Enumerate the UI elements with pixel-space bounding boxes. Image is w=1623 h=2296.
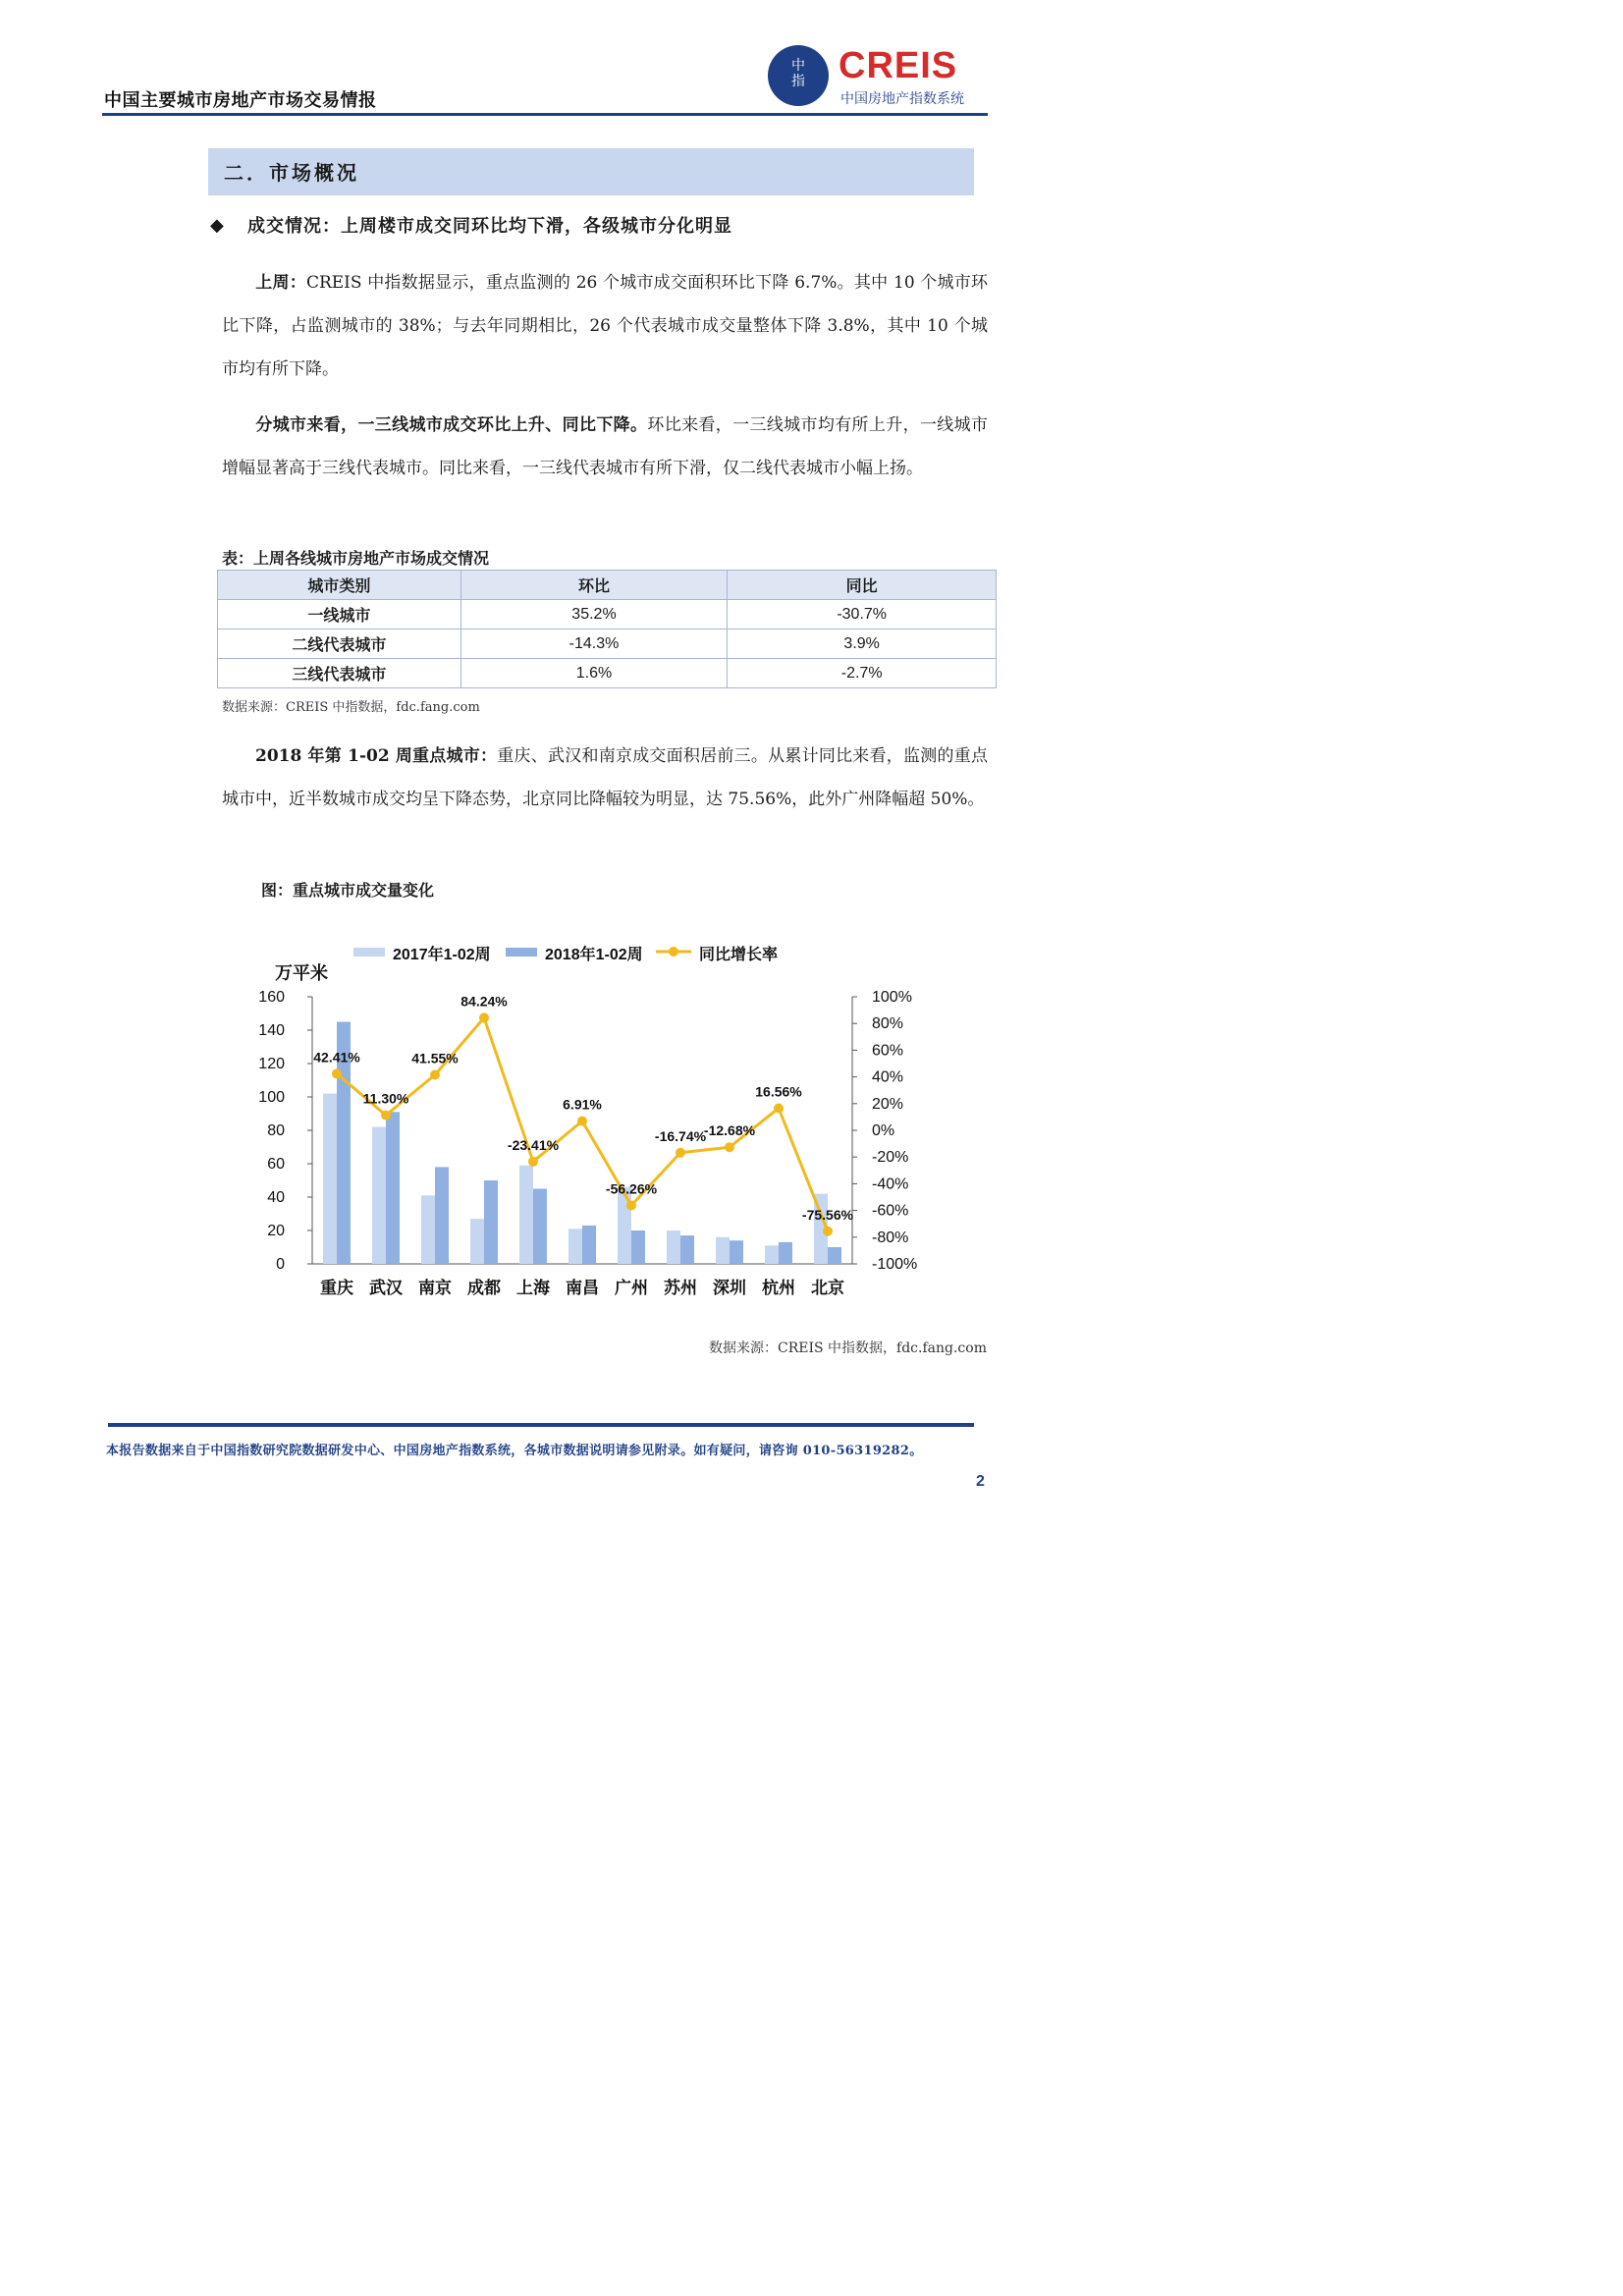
bar-2017 [372,1127,386,1264]
footer-note: 本报告数据来自于中国指数研究院数据研发中心、中国房地产指数系统，各城市数据说明请参见附录。如有疑问，请咨询 010-56319282。 [106,1444,923,1458]
growth-rate-label: -56.26% [605,1180,658,1197]
paragraph-lead: 分城市来看，一三线城市成交环比上升、同比下降。 [255,415,648,435]
column-header: 环比 [460,571,728,600]
growth-rate-point [774,1103,784,1113]
table-caption: 表：上周各线城市房地产市场成交情况 [222,549,490,568]
bar-2018 [582,1226,596,1264]
table-row [218,659,997,688]
bar-2018 [779,1242,792,1264]
city-volume-chart [245,938,933,1311]
growth-rate-point [479,1012,489,1022]
y2-tick-label: 40% [872,1068,904,1086]
y-tick-label: 100 [258,1089,285,1106]
yoy-cell: -30.7% [728,600,997,629]
y-tick-label: 80 [267,1122,285,1139]
column-header: 城市类别 [218,571,461,600]
paragraph-city-tiers [222,404,988,490]
chart-source: 数据来源：CREIS 中指数据，fdc.fang.com [709,1340,987,1356]
legend-swatch [506,948,537,957]
legend-label: 2017年1-02周 [393,947,491,963]
growth-rate-label: 42.41% [313,1049,360,1066]
row-label: 一线城市 [218,600,461,629]
y2-tick-label: 60% [872,1042,904,1060]
x-tick-label: 苏州 [664,1279,697,1298]
mom-cell: 1.6% [460,659,728,688]
table-header-row [218,571,997,600]
chart-caption: 图：重点城市成交量变化 [261,881,435,900]
growth-rate-label: 16.56% [755,1083,802,1100]
yoy-cell: 3.9% [728,629,997,659]
paragraph-body: 环比来看，一三线城市均有所上升，一线城市增幅显著高于三线代表城市。同比来看，一三线代表城市有所下滑，仅二线代表城市小幅上扬。 [222,415,989,478]
paragraph-key-cities [222,735,988,821]
growth-rate-point [626,1201,636,1211]
bar-2018 [386,1112,400,1264]
bar-2018 [435,1167,449,1264]
x-tick-label: 北京 [811,1279,844,1298]
bar-2017 [765,1245,779,1264]
growth-rate-label: -75.56% [801,1206,854,1223]
legend-label: 同比增长率 [699,947,779,963]
y-tick-label: 160 [258,989,285,1006]
x-tick-label: 上海 [516,1279,550,1298]
bar-2018 [631,1230,645,1264]
yoy-cell: -2.7% [728,659,997,688]
growth-rate-label: -16.74% [654,1127,707,1144]
growth-rate-point [332,1068,342,1078]
bar-2018 [533,1189,547,1265]
y2-tick-label: 0% [872,1122,895,1139]
x-tick-label: 南京 [418,1279,452,1298]
paragraph-body: 重庆、武汉和南京成交面积居前三。从累计同比来看，监测的重点城市中，近半数城市成交均呈下降态势，北京同比降幅较为明显，达 75.56%，此外广州降幅超 50%。 [222,746,988,809]
paragraph-lead: 上周： [255,273,306,293]
x-tick-label: 成都 [467,1279,501,1298]
bar-2018 [680,1235,694,1264]
bar-2018 [484,1180,498,1264]
growth-rate-label: 11.30% [362,1090,409,1107]
bar-2017 [667,1230,680,1264]
x-tick-label: 南昌 [566,1279,599,1298]
x-tick-label: 广州 [615,1279,648,1298]
footer-divider [108,1423,974,1427]
bar-2017 [519,1166,533,1264]
page-number: 2 [976,1473,985,1490]
y-tick-label: 40 [267,1189,285,1206]
growth-rate-point [528,1157,538,1167]
mom-cell: -14.3% [460,629,728,659]
column-header: 同比 [728,571,997,600]
bar-2017 [470,1219,484,1264]
table-row [218,600,997,629]
row-label: 三线代表城市 [218,659,461,688]
y-tick-label: 60 [267,1156,285,1173]
y-axis-title: 万平米 [275,963,328,984]
bar-2017 [568,1229,582,1264]
document-title: 中国主要城市房地产市场交易情报 [104,90,377,111]
growth-rate-label: 6.91% [563,1096,602,1113]
legend-label: 2018年1-02周 [545,947,643,963]
bar-2018 [730,1240,743,1264]
table-source: 数据来源：CREIS 中指数据，fdc.fang.com [222,700,480,715]
growth-rate-point [676,1148,685,1158]
subsection-title: 成交情况：上周楼市成交同环比均下滑，各级城市分化明显 [247,216,732,237]
growth-rate-label: 84.24% [460,993,508,1010]
logo-subtitle: 中国房地产指数系统 [840,90,964,106]
growth-rate-label: -23.41% [507,1136,560,1153]
header-divider [102,113,988,116]
growth-rate-label: -12.68% [703,1122,756,1139]
y2-tick-label: -60% [872,1202,909,1220]
logo-emblem-text [768,58,829,89]
creis-logo [768,43,990,112]
y2-tick-label: -20% [872,1149,909,1167]
y-tick-label: 0 [276,1256,285,1273]
legend-swatch [353,948,385,957]
y2-tick-label: 80% [872,1015,904,1033]
mom-cell: 35.2% [460,600,728,629]
y2-tick-label: -100% [872,1256,918,1273]
y2-tick-label: -40% [872,1175,909,1193]
growth-rate-point [577,1117,587,1126]
logo-emblem-char-2: 指 [791,74,805,89]
row-label: 二线代表城市 [218,629,461,659]
bar-2017 [618,1187,631,1264]
y-tick-label: 140 [258,1022,285,1039]
bar-2017 [716,1237,730,1264]
logo-emblem-char-1: 中 [791,58,805,74]
bar-2017 [323,1094,337,1264]
paragraph-body: CREIS 中指数据显示，重点监测的 26 个城市成交面积环比下降 6.7%。其中 10 个城市环比下降，占监测城市的 38%；与去年同期相比，26 个代表城市成交量整体下降 3.8%，其中 10 个城市均有所下降。 [222,273,989,379]
y-tick-label: 120 [258,1056,285,1072]
growth-rate-label: 41.55% [411,1050,459,1066]
growth-rate-point [725,1142,734,1152]
growth-rate-point [430,1069,440,1079]
table-row [218,629,997,659]
paragraph-last-week [222,261,988,391]
legend-marker [669,947,678,957]
growth-rate-point [381,1111,391,1121]
x-tick-label: 杭州 [762,1279,795,1298]
growth-rate-point [823,1227,833,1236]
bar-2017 [421,1195,435,1264]
y2-tick-label: -80% [872,1229,909,1246]
bar-2018 [828,1247,841,1264]
y2-tick-label: 20% [872,1095,904,1113]
x-tick-label: 深圳 [713,1279,746,1298]
city-tier-table [217,570,997,688]
diamond-bullet-icon: ◆ [210,215,224,236]
x-tick-label: 重庆 [320,1279,353,1298]
y2-tick-label: 100% [872,989,912,1006]
section-heading: 二．市场概况 [224,161,359,185]
x-tick-label: 武汉 [369,1279,403,1298]
logo-brand-text: CREIS [839,45,958,86]
paragraph-lead: 2018 年第 1-02 周重点城市： [255,746,498,766]
y-tick-label: 20 [267,1223,285,1239]
